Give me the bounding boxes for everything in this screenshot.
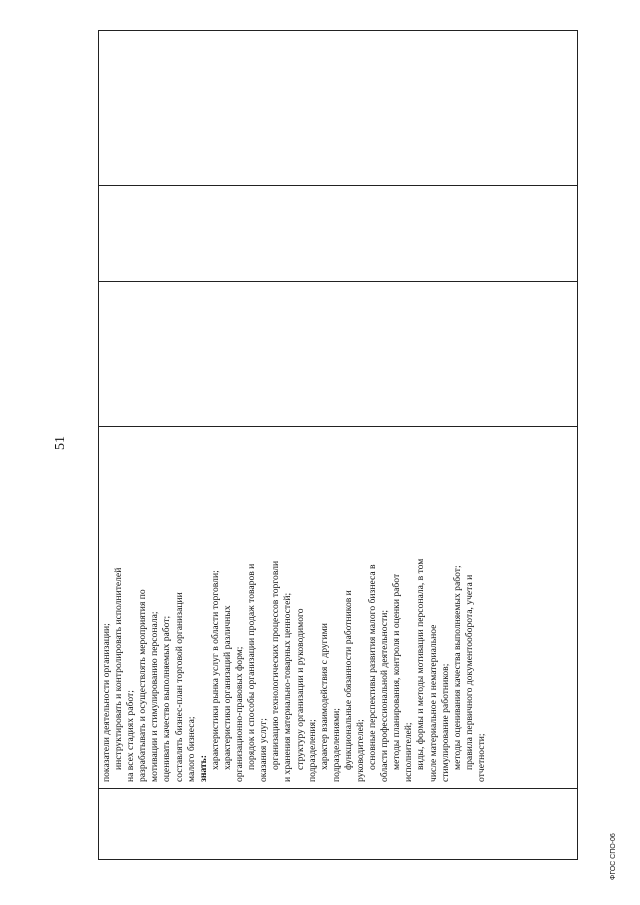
requirement-line: исполнителей; [403, 722, 415, 782]
requirement-line: и хранения материально-товарных ценностей; [282, 592, 294, 782]
requirements-text [99, 427, 488, 788]
requirement-line: отчетности; [475, 733, 487, 782]
requirement-line: порядок и способы организации продаж товаров и [246, 563, 258, 770]
requirement-line: виды, формы и методы мотивации персонала, в том [415, 558, 427, 770]
requirement-line: характеристики рынка услуг в области торговли; [209, 570, 221, 770]
requirement-line: подразделениями; [330, 708, 342, 782]
requirement-line: оценивать качество выполняемых работ; [161, 615, 173, 782]
requirement-line: на всех стадиях работ; [125, 690, 137, 782]
table-cell-requirements [99, 427, 577, 789]
requirement-line: составлять бизнес-план торговой организации [173, 592, 185, 782]
page-number: 51 [53, 436, 68, 450]
requirement-line: подразделения; [306, 719, 318, 782]
rotated-page [98, 30, 578, 860]
requirement-line: числе материальное и нематериальное [427, 624, 439, 782]
requirement-line: малого бизнеса; [185, 716, 197, 782]
requirement-line: функциональные обязанности работников и [342, 590, 354, 770]
requirement-line: знать: [197, 755, 209, 782]
requirement-line: мотивации и стимулированию персонала; [149, 611, 161, 782]
requirement-line: характер взаимодействия с другими [318, 623, 330, 770]
requirement-line: методы планирования, контроля и оценки работ [391, 573, 403, 770]
footer-code: ФГОС СПО-06 [610, 833, 617, 880]
requirement-line: показатели деятельности организации; [101, 623, 112, 782]
table-cell-hours-class [99, 186, 577, 282]
requirement-line: оказания услуг; [258, 718, 270, 782]
requirement-line: структуру организации и руководимого [294, 608, 306, 770]
requirement-line: характеристики организаций различных [221, 605, 233, 770]
standard-table [98, 30, 578, 860]
requirement-line: правила первичного документооборота, учета и [463, 574, 475, 770]
requirement-line: методы оценивания качества выполняемых работ; [451, 565, 463, 770]
requirement-line: разрабатывать и осуществлять мероприятия по [137, 589, 149, 782]
requirement-line: стимулирование работников; [439, 663, 451, 782]
table-cell-index [99, 789, 577, 859]
requirement-line: организационно-правовых форм; [234, 646, 246, 782]
table-cell-index-discipline [99, 29, 577, 186]
requirement-line: организацию технологических процессов торговли [270, 560, 282, 770]
table-cell-hours-max [99, 282, 577, 427]
requirement-line: инструктировать и контролировать исполнителей [113, 567, 125, 770]
requirement-line: руководителей; [354, 719, 366, 782]
requirement-line: области профессиональной деятельности; [379, 609, 391, 782]
requirement-line: основные перспективы развития малого бизнеса в [367, 564, 379, 770]
